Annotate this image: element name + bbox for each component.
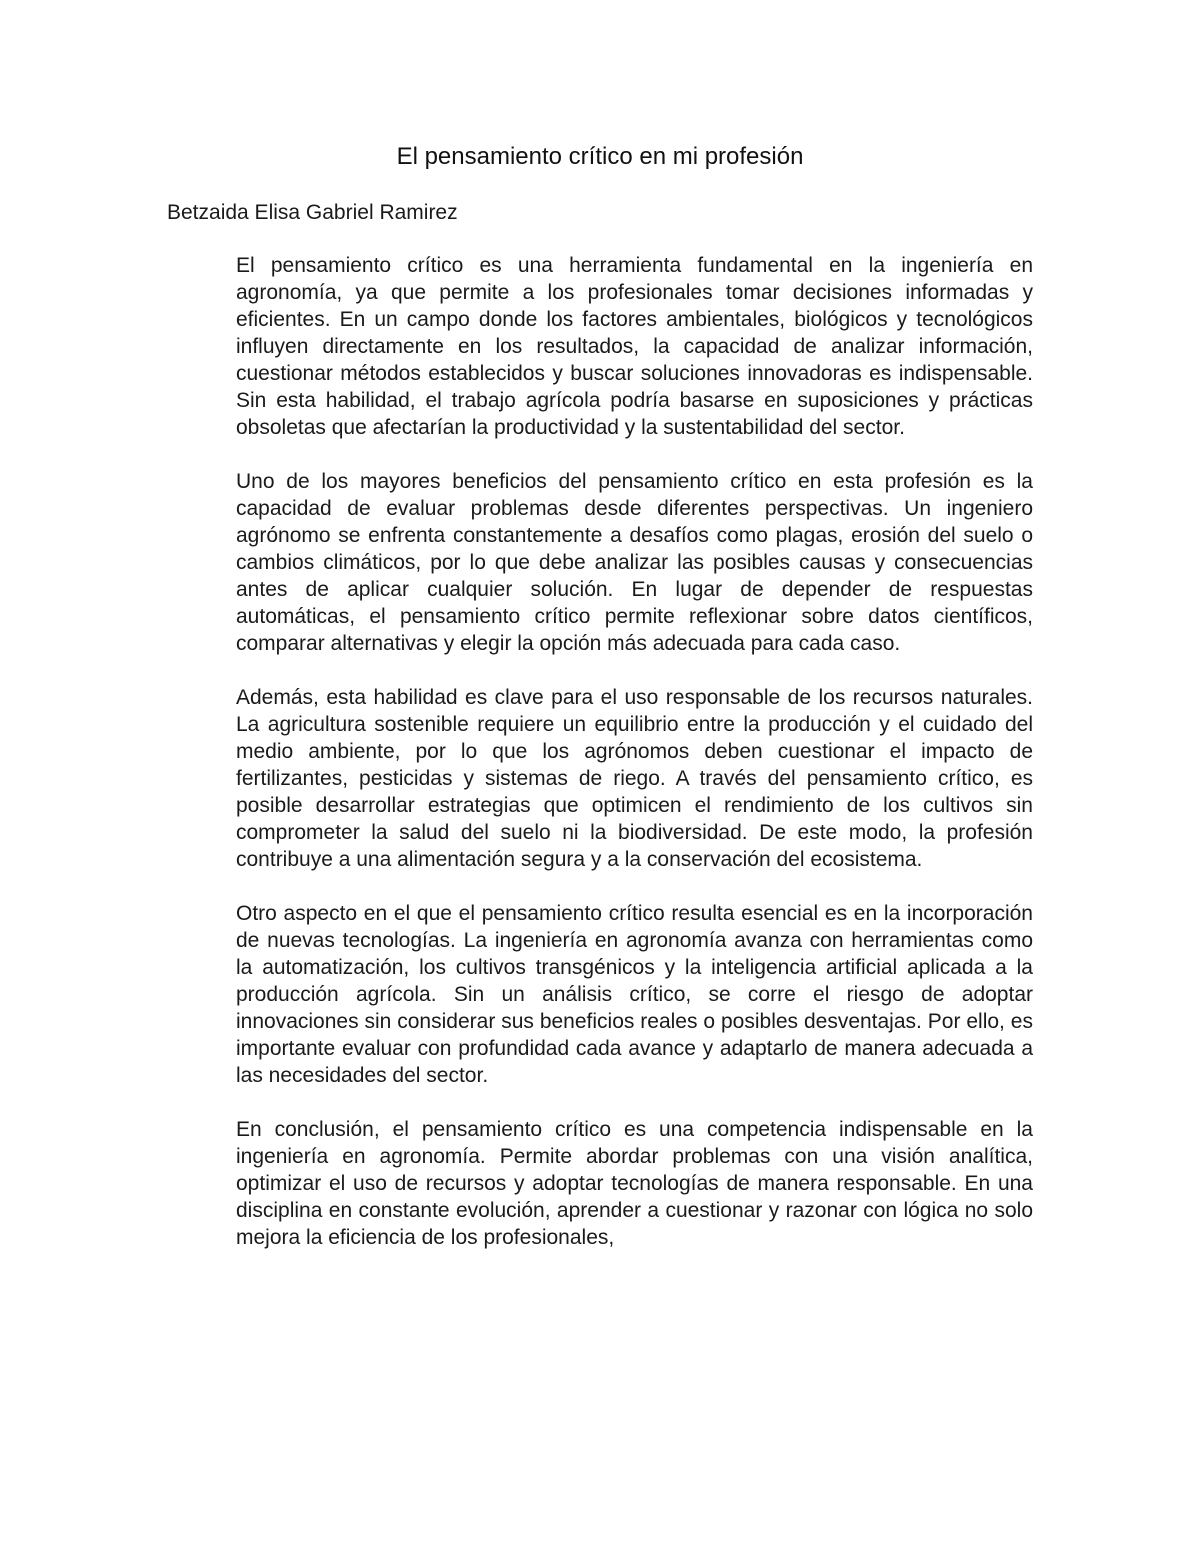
paragraph-2: Uno de los mayores beneficios del pensamiento crítico en esta profesión es la capacidad de evaluar problemas desde diferentes perspectivas. Un ingeniero agrónomo se enfrenta constantemente a desafíos como plagas, erosión del suelo o cambios climáticos, por lo que debe analizar las posibles causas y consecuencias antes de aplicar cualquier solución. En lugar de depender de respuestas automáticas, el pensamiento crítico permite reflexionar sobre datos científicos, comparar alternativas y elegir la opción más adecuada para cada caso. (236, 470, 1033, 655)
paragraph-3: Además, esta habilidad es clave para el uso responsable de los recursos naturales. La agricultura sostenible requiere un equilibrio entre la producción y el cuidado del medio ambiente, por lo que los agrónomos deben cuestionar el impacto de fertilizantes, pesticidas y sistemas de riego. A través del pensamiento crítico, es posible desarrollar estrategias que optimicen el rendimiento de los cultivos sin comprometer la salud del suelo ni la biodiversidad. De este modo, la profesión contribuye a una alimentación segura y a la conservación del ecosistema. (236, 686, 1033, 871)
paragraph-1: El pensamiento crítico es una herramienta fundamental en la ingeniería en agronomía, ya que permite a los profesionales tomar decisiones informadas y eficientes. En un campo donde los factores ambientales, biológicos y tecnológicos influyen directamente en los resultados, la capacidad de analizar información, cuestionar métodos establecidos y buscar soluciones innovadoras es indispensable. Sin esta habilidad, el trabajo agrícola podría basarse en suposiciones y prácticas obsoletas que afectarían la productividad y la sustentabilidad del sector. (236, 254, 1033, 439)
author-name: Betzaida Elisa Gabriel Ramirez (167, 201, 458, 224)
document-title: El pensamiento crítico en mi profesión (396, 143, 804, 170)
paragraph-4: Otro aspecto en el que el pensamiento crítico resulta esencial es en la incorporación de nuevas tecnologías. La ingeniería en agronomía avanza con herramientas como la automatización, los cultivos transgénicos y la inteligencia artificial aplicada a la producción agrícola. Sin un análisis crítico, se corre el riesgo de adoptar innovaciones sin considerar sus beneficios reales o posibles desventajas. Por ello, es importante evaluar con profundidad cada avance y adaptarlo de manera adecuada a las necesidades del sector. (236, 902, 1033, 1087)
paragraph-5: En conclusión, el pensamiento crítico es una competencia indispensable en la ingeniería en agronomía. Permite abordar problemas con una visión analítica, optimizar el uso de recursos y adoptar tecnologías de manera responsable. En una disciplina en constante evolución, aprender a cuestionar y razonar con lógica no solo mejora la eficiencia de los profesionales, (236, 1118, 1033, 1249)
document-body (236, 252, 1033, 1278)
